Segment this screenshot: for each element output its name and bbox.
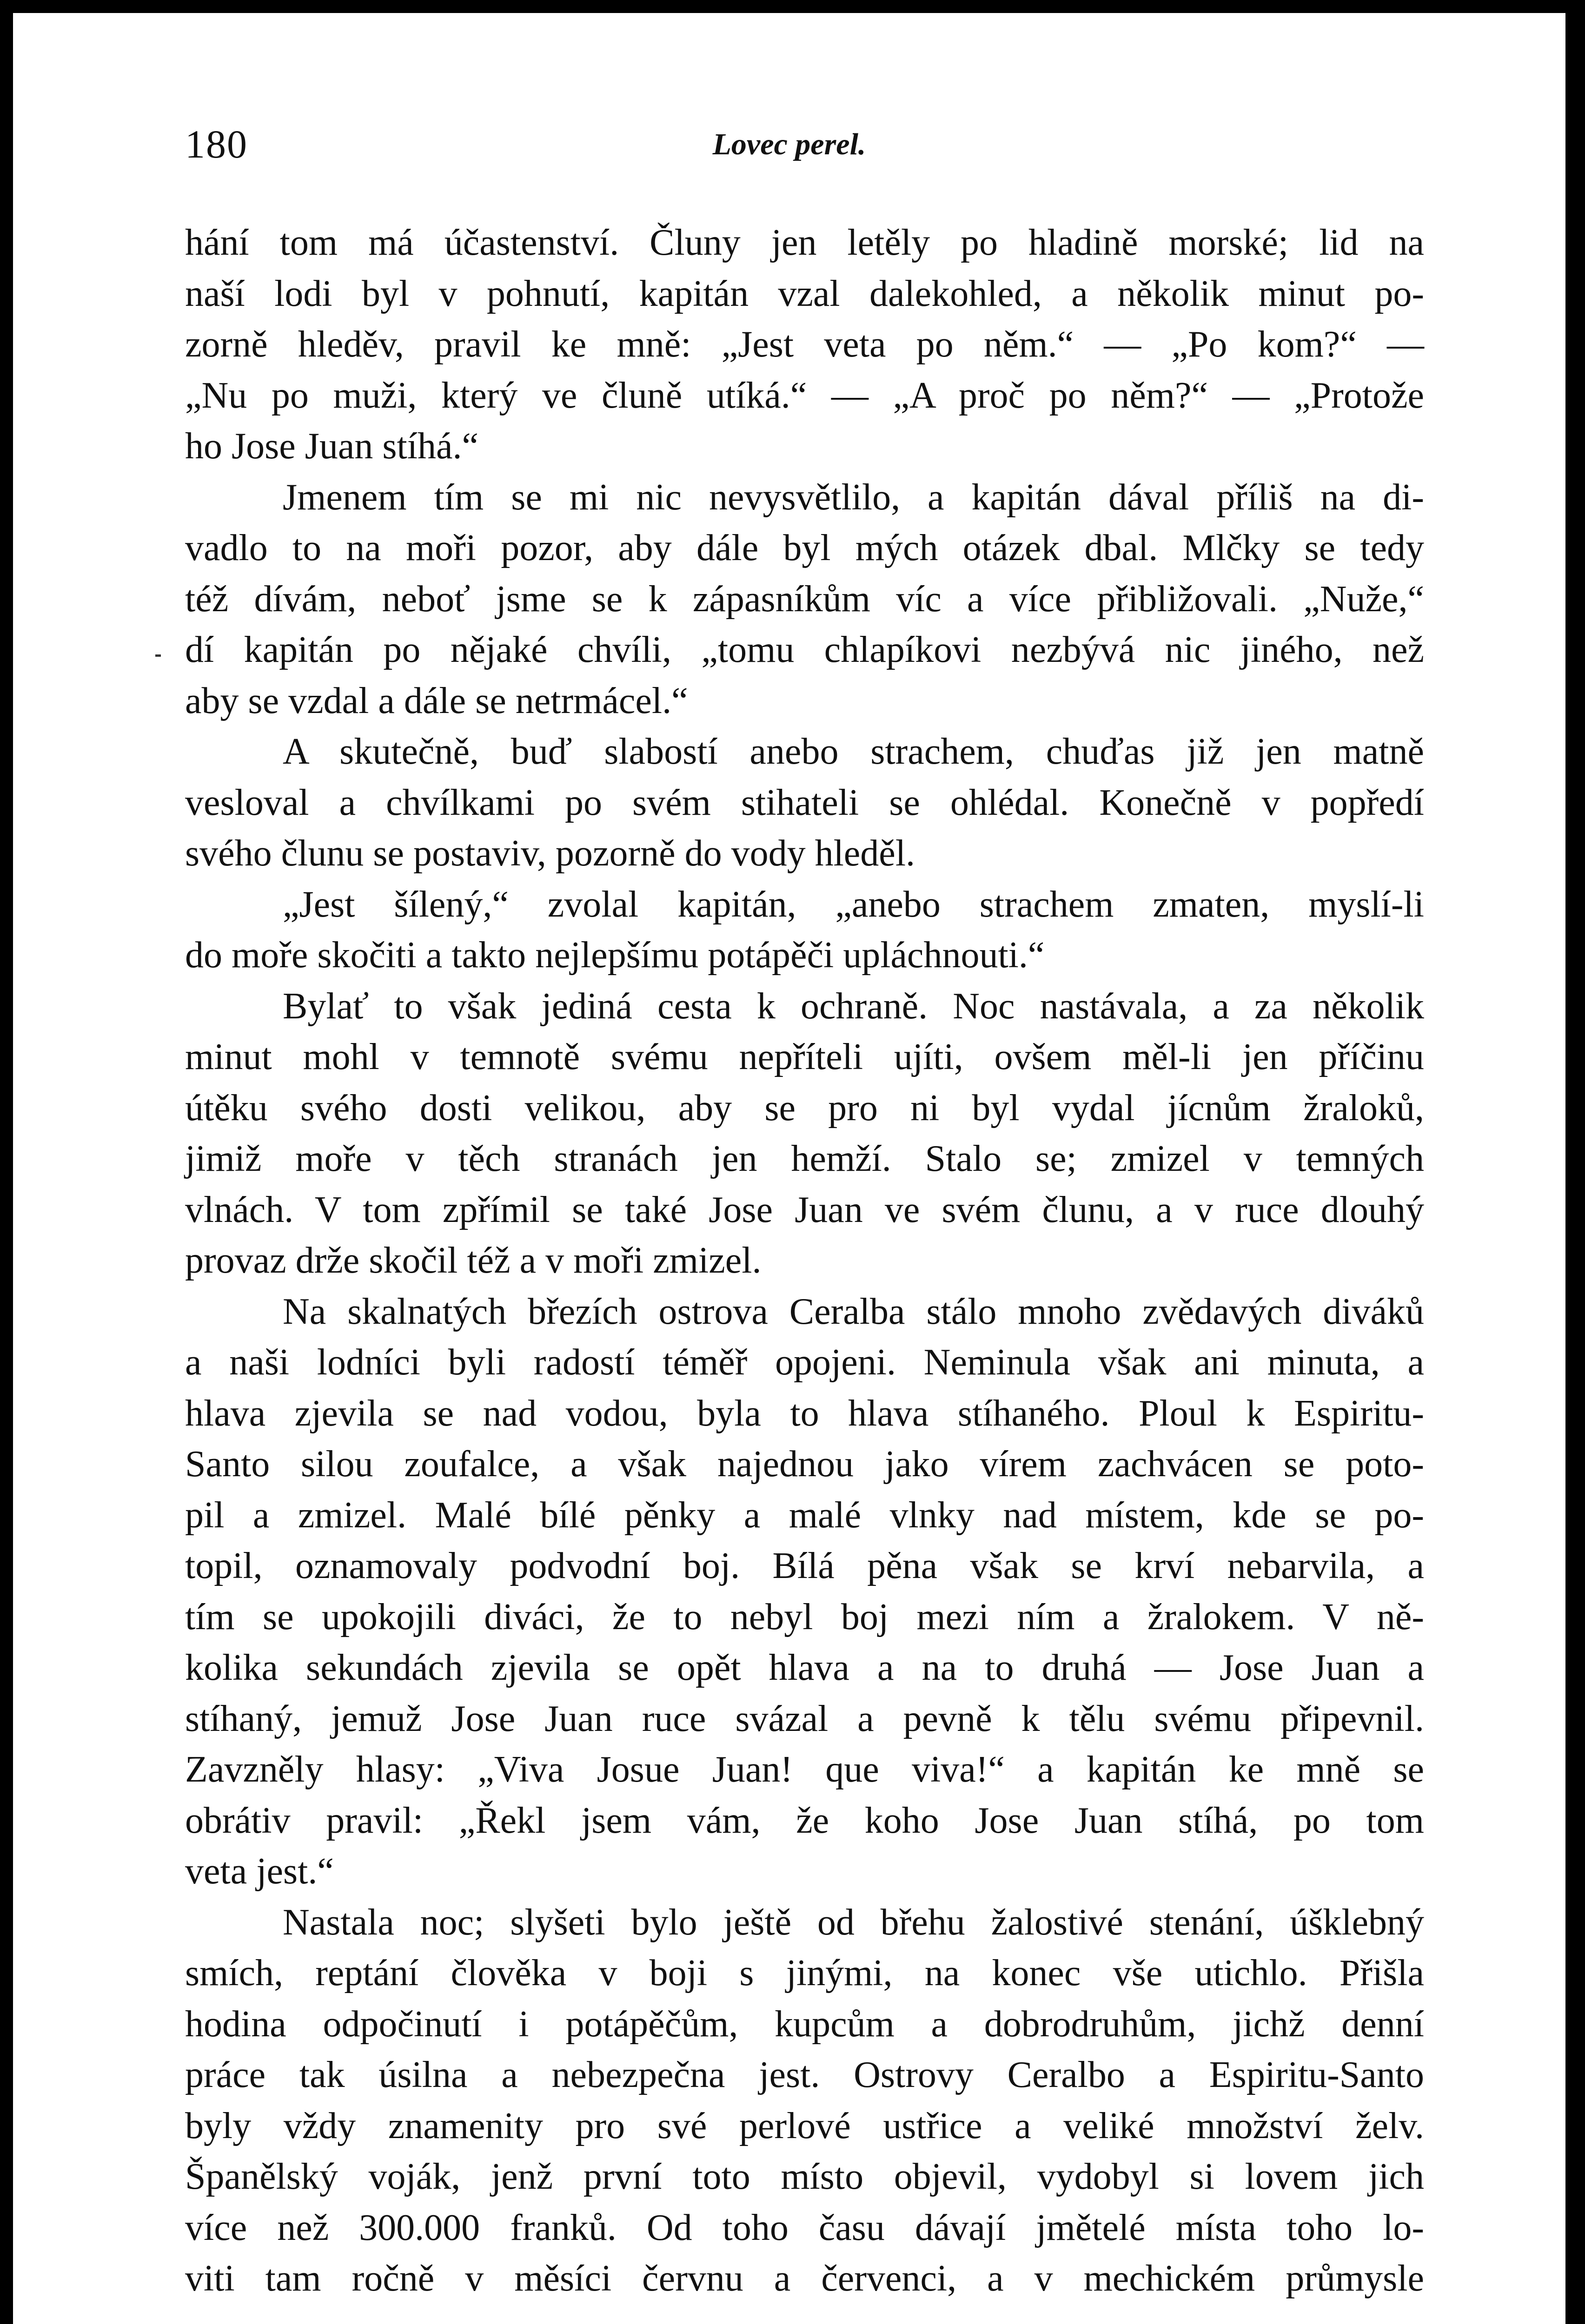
text-line: A skutečně, buď slabostí anebo strachem, chuďas již jen matně [283, 731, 1424, 772]
text-line: kolika sekundách zjevila se opět hlava a na to druhá — Jose Juan a [185, 1647, 1424, 1688]
text-line: Zavzněly hlasy: „Viva Josue Juan! que viva!“ a kapitán ke mně se [185, 1749, 1424, 1790]
text-line: též dívám, neboť jsme se k zápasníkům víc a více přibližovali. „Nuže,“ [185, 578, 1424, 620]
text-line: Bylať to však jediná cesta k ochraně. Noc nastávala, a za několik [283, 985, 1424, 1027]
text-line: viti tam ročně v měsíci červnu a červenci, a v mechickém průmysle [185, 2258, 1424, 2299]
book-page [13, 13, 1565, 2324]
text-line: zorně hleděv, pravil ke mně: „Jest veta po něm.“ — „Po kom?“ — [185, 324, 1424, 365]
text-line: topil, oznamovaly podvodní boj. Bílá pěna však se krví nebarvila, a [185, 1545, 1424, 1586]
page-number: 180 [185, 122, 248, 166]
text-line: minut mohl v temnotě svému nepříteli ujíti, ovšem měl-li jen příčinu [185, 1037, 1424, 1077]
text-line: stíhaný, jemuž Jose Juan ruce svázal a pevně k tělu svému připevnil. [185, 1698, 1424, 1739]
text-line: naší lodi byl v pohnutí, kapitán vzal dalekohled, a několik minut po- [185, 273, 1424, 314]
text-line: vlnách. V tom zpřímil se také Jose Juan ve svém člunu, a v ruce dlouhý [185, 1189, 1424, 1230]
text-line: „Nu po muži, který ve čluně utíká.“ — „A proč po něm?“ — „Protože [185, 375, 1424, 416]
text-line: aby se vzdal a dále se netrmácel.“ [185, 680, 688, 721]
text-line: veta jest.“ [185, 1851, 334, 1892]
text-line: Španělský voják, jenž první toto místo objevil, vydobyl si lovem jich [185, 2156, 1424, 2197]
text-line: vadlo to na moři pozor, aby dále byl mých otázek dbal. Mlčky se tedy [185, 528, 1424, 568]
text-line: Nastala noc; slyšeti bylo ještě od břehu žalostivé stenání, úšklebný [283, 1901, 1424, 1943]
text-line: hodina odpočinutí i potápěčům, kupcům a dobrodruhům, jichž denní [185, 2003, 1424, 2045]
running-title: Lovec perel. [712, 127, 866, 161]
text-line: smích, reptání člověka v boji s jinými, na konec vše utichlo. Přišla [185, 1953, 1424, 1994]
margin-mark [155, 654, 161, 657]
body-text [185, 218, 1424, 2304]
text-line: a naši lodníci byli radostí téměř opojeni. Neminula však ani minuta, a [185, 1342, 1424, 1383]
text-line: byly vždy znamenity pro své perlové ustřice a veliké množství želv. [185, 2105, 1424, 2146]
text-line: vesloval a chvílkami po svém stihateli se ohlédal. Konečně v popředí [185, 782, 1424, 823]
text-line: dí kapitán po nějaké chvíli, „tomu chlapíkovi nezbývá nic jiného, než [185, 629, 1424, 670]
text-line: Santo silou zoufalce, a však najednou jako vírem zachvácen se poto- [185, 1444, 1424, 1485]
running-head [185, 121, 1393, 186]
text-line: hlava zjevila se nad vodou, byla to hlava stíhaného. Ploul k Espiritu- [185, 1393, 1424, 1434]
text-line: jimiž moře v těch stranách jen hemží. Stalo se; zmizel v temných [185, 1138, 1424, 1179]
text-line: „Jest šílený,“ zvolal kapitán, „anebo strachem zmaten, myslí-li [283, 884, 1424, 925]
text-line: tím se upokojili diváci, že to nebyl boj mezi ním a žralokem. V ně- [185, 1596, 1424, 1637]
text-line: obrátiv pravil: „Řekl jsem vám, že koho Jose Juan stíhá, po tom [185, 1800, 1424, 1841]
text-line: provaz drže skočil též a v moři zmizel. [185, 1240, 762, 1281]
text-line: pil a zmizel. Malé bílé pěnky a malé vlnky nad místem, kde se po- [185, 1494, 1424, 1536]
text-line: ho Jose Juan stíhá.“ [185, 426, 479, 467]
text-line: více než 300.000 franků. Od toho času dávají jmětelé místa toho lo- [185, 2207, 1424, 2248]
text-line: práce tak úsilna a nebezpečna jest. Ostrovy Ceralbo a Espiritu-Santo [185, 2054, 1424, 2095]
text-line: Jmenem tím se mi nic nevysvětlilo, a kapitán dával příliš na di- [283, 476, 1424, 518]
text-line: útěku svého dosti velikou, aby se pro ni byl vydal jícnům žraloků, [185, 1087, 1424, 1129]
text-line: svého člunu se postaviv, pozorně do vody hleděl. [185, 833, 915, 874]
text-line: hání tom má účastenství. Čluny jen letěly po hladině morské; lid na [185, 222, 1424, 263]
text-line: Na skalnatých březích ostrova Ceralba stálo mnoho zvědavých diváků [283, 1291, 1424, 1332]
text-line: do moře skočiti a takto nejlepšímu potápěči upláchnouti.“ [185, 935, 1045, 976]
